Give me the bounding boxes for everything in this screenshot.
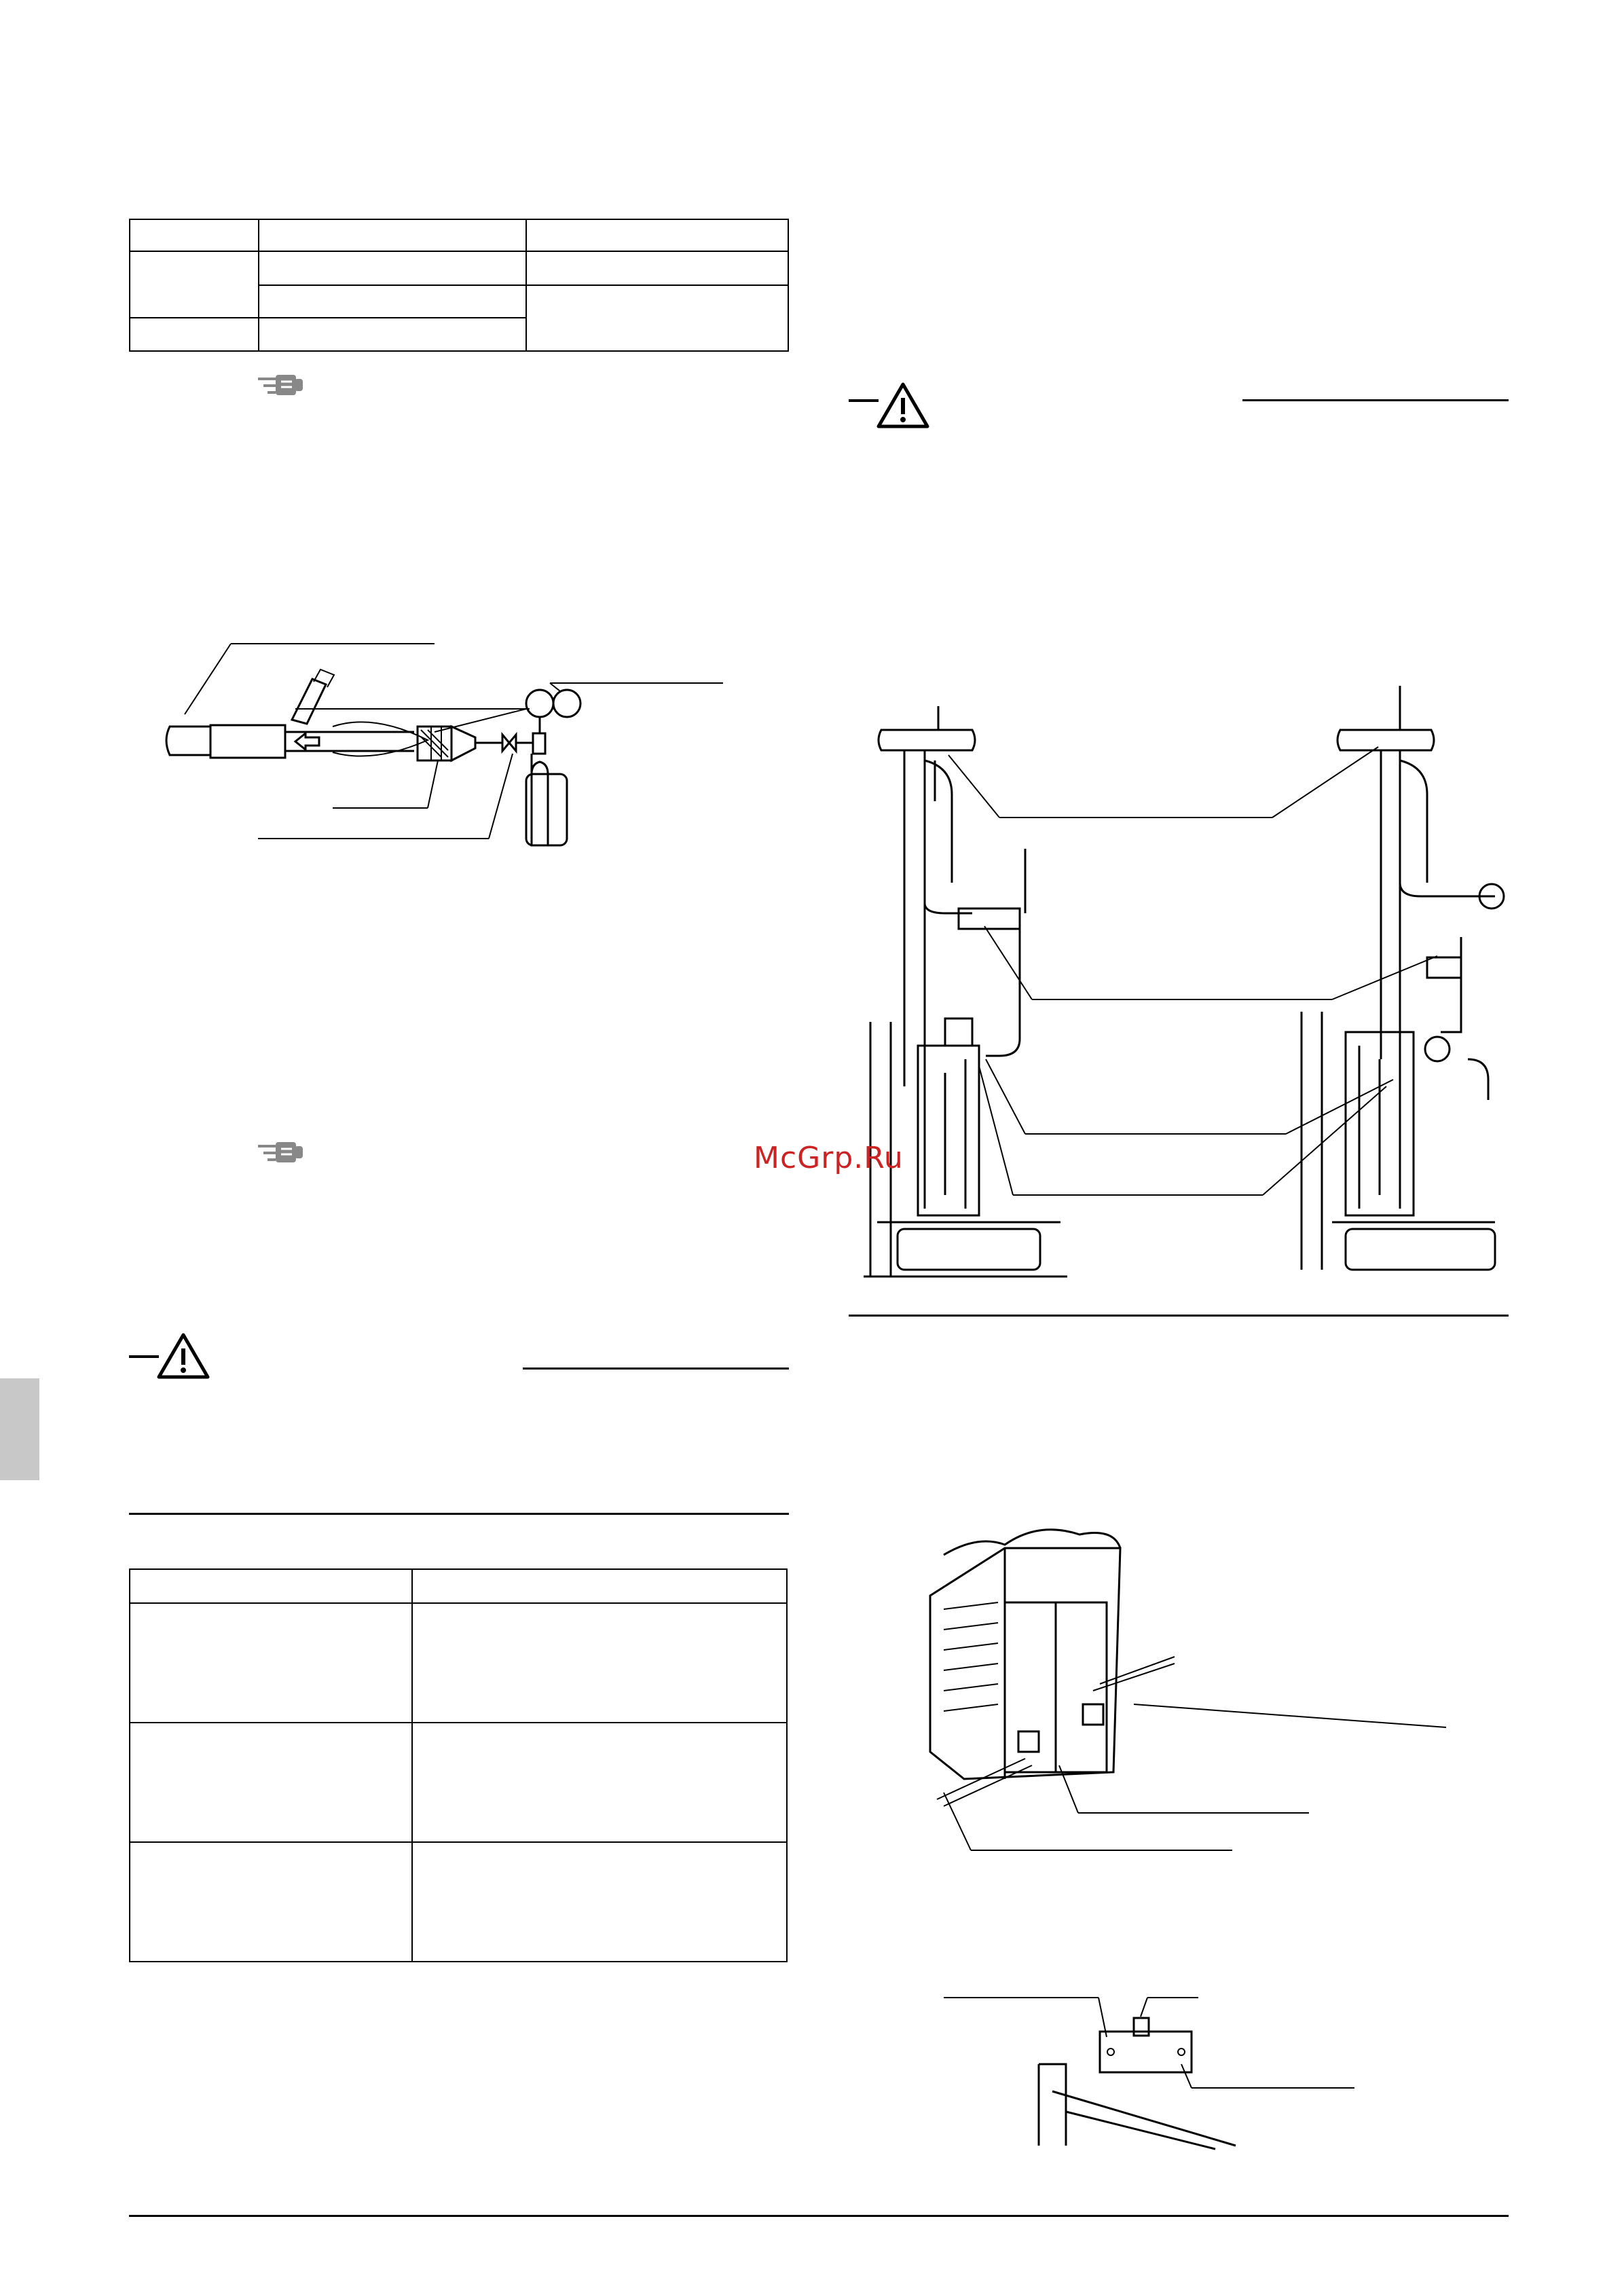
table-cell [526,285,788,351]
pointing-hand-icon [258,1139,306,1169]
nitrogen-brazing-diagram [156,638,767,856]
valve-piping-diagram [857,679,1502,1290]
table-cell [412,1603,787,1723]
section-tab [0,1378,39,1480]
warning-triangle-icon [129,1332,210,1380]
page-footer-rule [129,2215,1509,2217]
table-cell [130,1603,412,1723]
table-cell [412,1842,787,1962]
warning-triangle-icon [849,382,930,429]
table-cell [412,1569,787,1603]
warning-rule-right [523,1367,789,1370]
table-cell [130,318,259,351]
watermark-text: McGrp.Ru [754,1141,904,1175]
spec-table-top [129,219,789,352]
table-cell [526,251,788,285]
table-cell [130,251,259,318]
table-cell [259,219,526,251]
outdoor-unit-drawing [903,1494,1514,1847]
table-cell [130,219,259,251]
warning-rule-right [1242,399,1509,401]
table-cell [130,1842,412,1962]
table-cell [130,1723,412,1842]
table-cell [526,219,788,251]
section-divider [129,1513,789,1515]
pointing-hand-icon [258,372,306,402]
table-cell [259,318,526,351]
table-cell [412,1723,787,1842]
table-cell [259,285,526,318]
table-cell [259,251,526,285]
spec-table-bottom [129,1568,788,1962]
bracket-detail-drawing [944,1989,1365,2152]
table-cell [130,1569,412,1603]
section-divider [849,1315,1509,1317]
